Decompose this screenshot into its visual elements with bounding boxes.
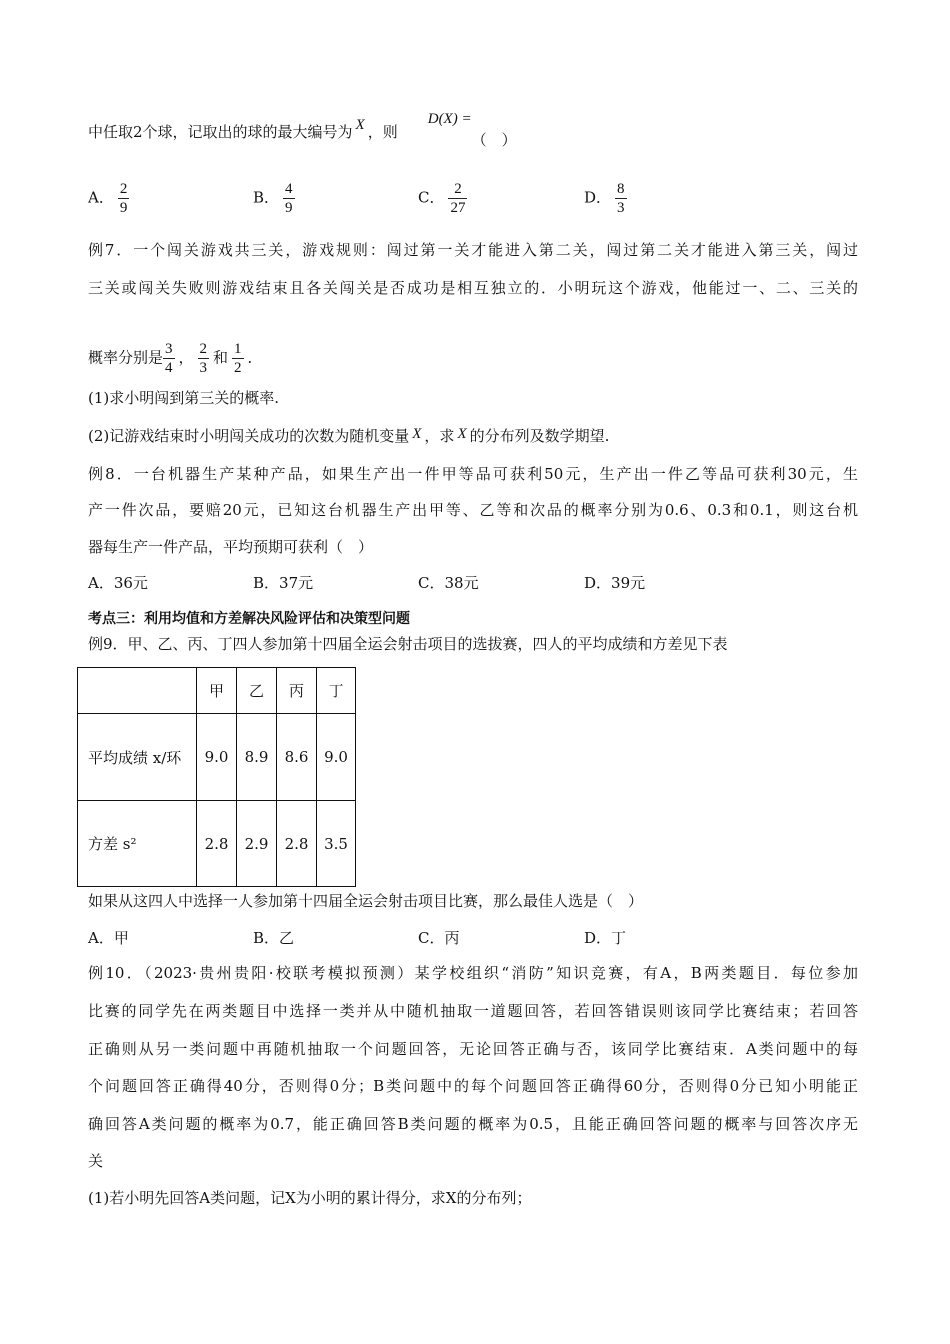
cell: 9.0 [197,714,237,801]
q9-option-d: D．丁 [584,929,627,947]
q7-text: 概率分别是 [88,348,164,367]
row-label: 方差 s² [78,801,197,887]
den: 9 [285,200,293,216]
cell: 2.9 [237,801,277,887]
option-label: B． [253,188,280,207]
q7-line1: 例7．一个闯关游戏共三关，游戏规则：闯过第一关才能进入第二关，闯过第二关才能进入第三关，闯过 [88,241,858,259]
header-cell: 丙 [277,668,317,714]
fraction [283,180,295,217]
q7-line3 [88,340,263,377]
fraction [163,340,175,377]
table-header-row [78,668,356,714]
row-label: 平均成绩 x/环 [78,714,197,801]
num: 8 [617,181,625,197]
q6-option-b [253,180,299,217]
q10-line: 正确则从另一类问题中再随机抽取一个问题回答，无论回答正确与否，该同学比赛结束．A类问题中的每 [88,1040,858,1058]
q6-dx: D(X) = [427,111,472,127]
header-cell [78,668,197,714]
section-heading: 考点三：利用均值和方差解决风险评估和决策型问题 [88,611,410,627]
num: 1 [234,341,242,357]
fraction [198,340,210,377]
q8-line2: 产一件次品，要赔20元，已知这台机器生产出甲等、乙等和次品的概率分别为0.6、0.3和0.1，则这台机 [88,501,858,519]
q6-paren: （ ） [471,131,517,149]
num: 2 [448,180,467,199]
cell: 8.9 [237,714,277,801]
q9-line1: 例9．甲、乙、丙、丁四人参加第十四届全运会射击项目的选拔赛，四人的平均成绩和方差见下表 [88,635,728,653]
q6-var: X [355,117,365,133]
q6-stem [88,111,517,149]
cell: 2.8 [277,801,317,887]
num: 3 [165,341,173,357]
fraction [118,180,130,217]
num: 2 [199,341,208,357]
q10-line: 个问题回答正确得40分，否则得0分；B类问题中的每个问题回答正确得60分，否则得0分已知小明能正 [88,1077,858,1095]
q10-line: 例10．（2023·贵州贵阳·校联考模拟预测）某学校组织“消防”知识竞赛，有A，B两类题目．每位参加 [88,964,858,982]
q8-line1: 例8．一台机器生产某种产品，如果生产出一件甲等品可获利50元，生产出一件乙等品可获利30元，生 [88,465,858,483]
q8-option-c: C．38元 [418,574,479,592]
var: X [412,426,422,442]
fraction [232,340,244,377]
cell: 2.8 [197,801,237,887]
q10-line: 关 [88,1152,104,1170]
cell: 8.6 [277,714,317,801]
table-row [78,714,356,801]
t: ，求 [424,427,455,445]
q6-option-c [418,180,471,217]
header-cell: 甲 [197,668,237,714]
cell: 3.5 [317,801,356,887]
q10-line: 比赛的同学先在两类题目中选择一类并从中随机抽取一道题回答，若回答错误则该同学比赛结束；若回答 [88,1002,858,1020]
header-cell: 乙 [237,668,277,714]
fraction [615,180,627,217]
den: 3 [617,200,625,216]
comma: ， [178,348,194,367]
q10-sub1: (1)若小明先回答A类问题，记X为小明的累计得分，求X的分布列； [88,1189,532,1207]
den: 2 [234,360,242,376]
den: 9 [119,200,128,216]
t: (2)记游戏结束时小明闯关成功的次数为随机变量 [88,427,410,445]
den: 4 [165,360,173,376]
q9-after: 如果从这四人中选择一人参加第十四届全运会射击项目比赛，那么最佳人选是（ ） [88,892,644,910]
q8-option-d: D．39元 [584,574,646,592]
q10-line: 确回答A类问题的概率为0.7，能正确回答B类问题的概率为0.5，且能正确回答问题的概率与回答次序无 [88,1115,858,1133]
fraction [448,180,467,217]
q7-sub2 [88,426,609,447]
den: 27 [450,200,466,216]
num: 2 [119,181,128,197]
q6-option-d [584,180,631,217]
var: X [457,426,467,442]
header-cell: 丁 [317,668,356,714]
num: 4 [285,181,293,197]
option-label: A． [88,188,114,207]
option-label: C． [418,188,445,207]
q6-sep: ，则 [367,123,398,141]
q9-option-b: B．乙 [253,929,295,947]
den: 3 [199,360,208,376]
q9-option-a: A．甲 [88,929,129,947]
period: ． [247,348,263,367]
option-label: D． [584,188,612,207]
q6-option-a [88,180,133,217]
q6-stem-text: 中任取2个球，记取出的球的最大编号为 [88,123,353,141]
q8-option-b: B．37元 [253,574,314,592]
and: 和 [213,348,229,367]
cell: 9.0 [317,714,356,801]
q8-option-a: A．36元 [88,574,148,592]
q9-option-c: C．丙 [418,929,460,947]
table-row [78,801,356,887]
score-table [77,667,356,887]
q7-sub1: (1)求小明闯到第三关的概率. [88,389,280,407]
q7-line2: 三关或闯关失败则游戏结束且各关闯关是否成功是相互独立的．小明玩这个游戏，他能过一、二、三关的 [88,279,858,297]
q8-line3: 器每生产一件产品，平均预期可获利（ ） [88,538,374,556]
t: 的分布列及数学期望. [469,427,610,445]
